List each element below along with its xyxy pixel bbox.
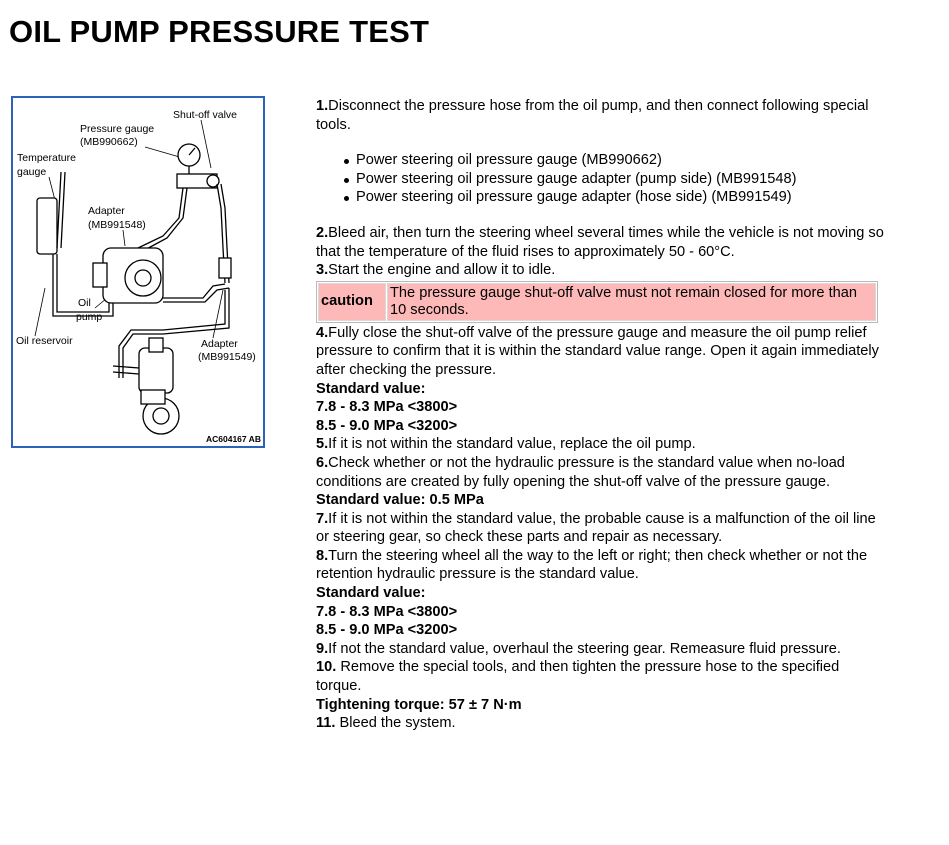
step-3: 3.Start the engine and allow it to idle. bbox=[316, 262, 556, 279]
label-oil-reservoir: Oil reservoir bbox=[16, 335, 73, 347]
label-temperature: Temperature bbox=[17, 152, 76, 164]
step-2: 2.Bleed air, then turn the steering wheel several times while the vehicle is not moving so that the temperature of the fluid rises to approximately 50 - 60°C. bbox=[316, 224, 884, 260]
caution-label: caution bbox=[318, 283, 386, 321]
label-pressure-gauge-code: (MB990662) bbox=[80, 136, 138, 148]
label-adapter-1: Adapter bbox=[88, 205, 125, 217]
label-oil: Oil bbox=[78, 297, 91, 309]
standard-value-line: 7.8 - 8.3 MPa <3800> bbox=[316, 603, 458, 620]
step-4: 4.Fully close the shut-off valve of the pressure gauge and measure the oil pump relief pressure to confirm that it is within the standard value range. Open it again immediately after checking the pressure. bbox=[316, 324, 879, 378]
label-adapter-2: Adapter bbox=[201, 338, 238, 350]
label-pressure-gauge: Pressure gauge bbox=[80, 123, 155, 135]
list-item: Power steering oil pressure gauge adapter (hose side) (MB991549) bbox=[356, 188, 886, 207]
step-8: 8.Turn the steering wheel all the way to the left or right; then check whether or not the retention hydraulic pressure is the standard value. bbox=[316, 547, 868, 583]
step-9: 9.If not the standard value, overhaul the steering gear. Remeasure fluid pressure. bbox=[316, 640, 841, 657]
label-adapter-1-code: (MB991548) bbox=[88, 219, 146, 231]
label-pump: pump bbox=[76, 311, 103, 323]
label-figure-code: AC604167 AB bbox=[206, 434, 261, 444]
oil-pump-pressure-diagram bbox=[11, 96, 265, 448]
tightening-torque: Tightening torque: 57 ± 7 N·m bbox=[316, 696, 522, 713]
label-gauge: gauge bbox=[17, 166, 47, 178]
page-title: OIL PUMP PRESSURE TEST bbox=[9, 14, 430, 49]
label-shutoff-valve: Shut-off valve bbox=[173, 109, 238, 121]
special-tools-list bbox=[316, 151, 886, 207]
step-5: 5.If it is not within the standard value, replace the oil pump. bbox=[316, 436, 696, 453]
step-1: 1.Disconnect the pressure hose from the oil pump, and then connect following special tools. bbox=[316, 98, 869, 133]
standard-value-line: 7.8 - 8.3 MPa <3800> bbox=[316, 399, 458, 416]
procedure-text bbox=[316, 97, 886, 733]
step-10: 10. Remove the special tools, and then tighten the pressure hose to the specified torque. bbox=[316, 659, 840, 695]
caution-text: The pressure gauge shut-off valve must not remain closed for more than 10 seconds. bbox=[387, 283, 876, 321]
step-11: 11. Bleed the system. bbox=[316, 715, 456, 732]
list-item: Power steering oil pressure gauge (MB990662) bbox=[356, 151, 886, 170]
standard-value-line: 8.5 - 9.0 MPa <3200> bbox=[316, 622, 458, 639]
standard-value-noload: Standard value: 0.5 MPa bbox=[316, 492, 484, 509]
label-adapter-2-code: (MB991549) bbox=[198, 351, 256, 363]
step-6: 6.Check whether or not the hydraulic pressure is the standard value when no-load conditions are created by fully opening the shut-off valve of the pressure gauge. bbox=[316, 454, 845, 490]
standard-value-title: Standard value: bbox=[316, 585, 426, 602]
list-item: Power steering oil pressure gauge adapter (pump side) (MB991548) bbox=[356, 170, 886, 189]
step-7: 7.If it is not within the standard value, the probable cause is a malfunction of the oil line or steering gear, so check these parts and repair as necessary. bbox=[316, 510, 876, 546]
standard-value-line: 8.5 - 9.0 MPa <3200> bbox=[316, 417, 458, 434]
caution-box bbox=[316, 281, 878, 323]
diagram-illustration bbox=[13, 98, 263, 446]
standard-value-title: Standard value: bbox=[316, 380, 426, 397]
